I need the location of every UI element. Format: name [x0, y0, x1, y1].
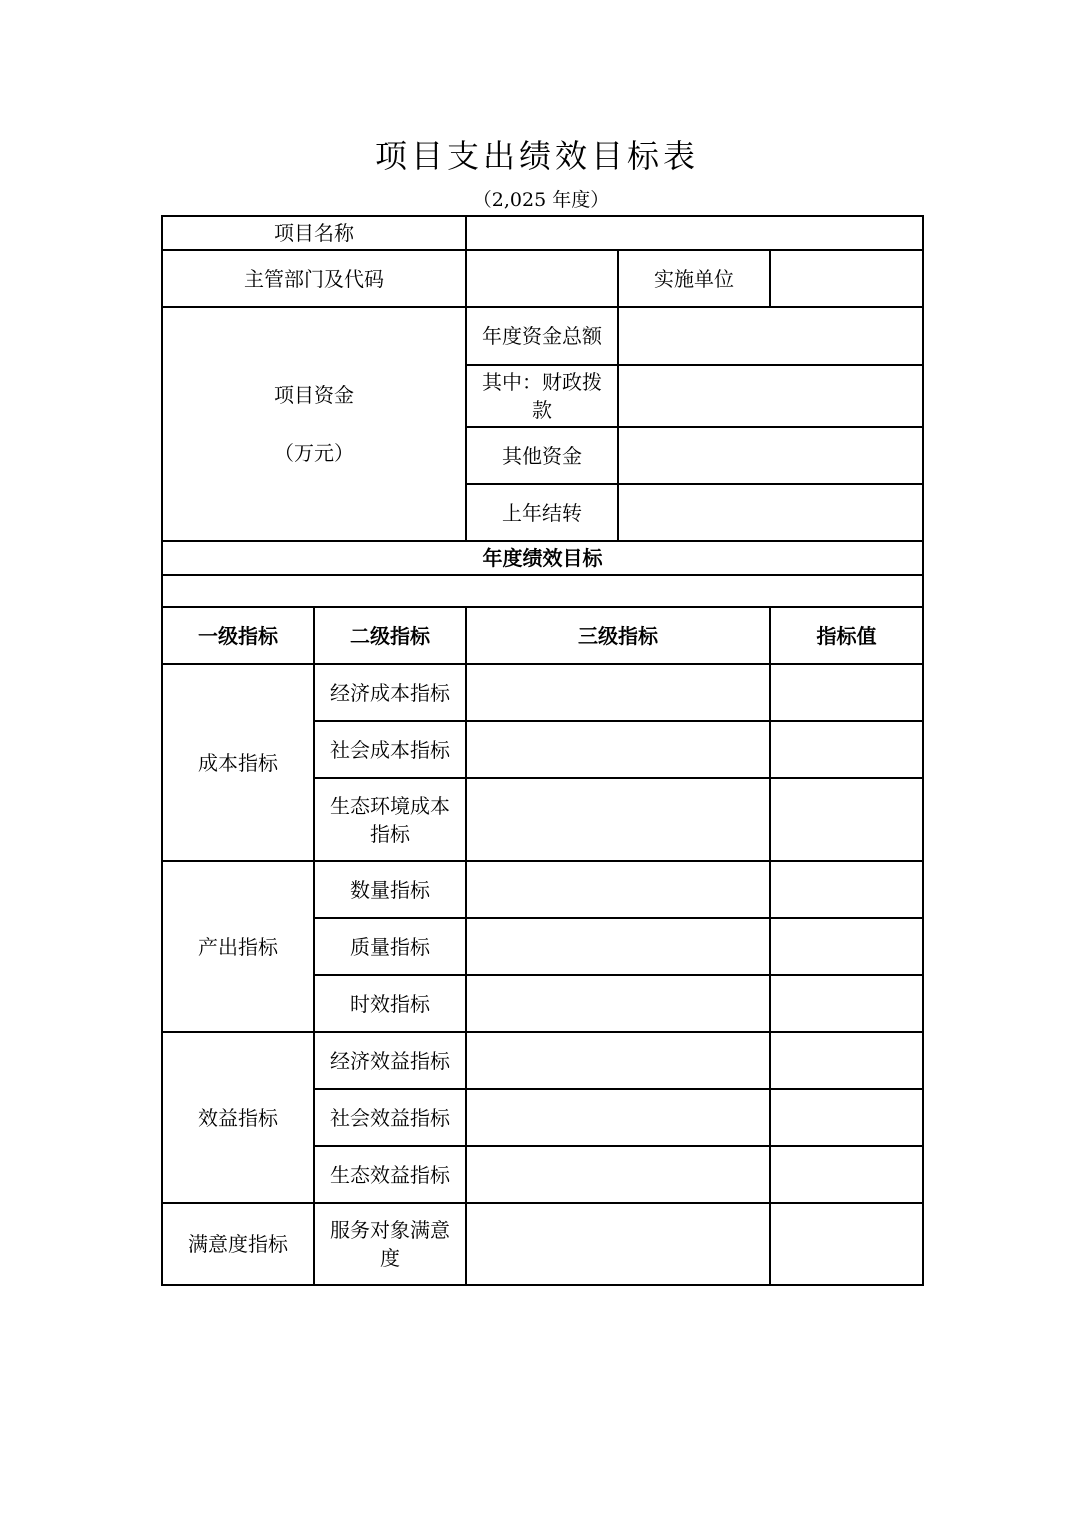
project-funds-unit: （万元） [274, 441, 354, 465]
level1-cell: 效益指标 [162, 1032, 314, 1203]
level3-cell[interactable] [466, 778, 770, 861]
page-title: 项目支出绩效目标表 [374, 137, 699, 175]
project-funds-label-cell [162, 307, 466, 541]
indicator-row [162, 664, 923, 721]
indicator-value-cell[interactable] [770, 918, 923, 975]
level3-cell[interactable] [466, 975, 770, 1032]
row-annual-goal-content [162, 575, 923, 607]
funds-row-label: 其中：财政拨款 [466, 365, 618, 427]
annual-goal-content[interactable] [162, 575, 923, 607]
indicator-value-cell[interactable] [770, 721, 923, 778]
level3-cell[interactable] [466, 664, 770, 721]
indicator-value-cell[interactable] [770, 861, 923, 918]
indicator-value-cell[interactable] [770, 1089, 923, 1146]
page-subtitle: （2,025 年度） [472, 189, 610, 211]
level2-cell: 社会效益指标 [314, 1089, 466, 1146]
level3-cell[interactable] [466, 721, 770, 778]
annual-goal-header: 年度绩效目标 [162, 541, 923, 575]
row-indicator-headers [162, 607, 923, 664]
funds-row-label: 上年结转 [466, 484, 618, 541]
level3-cell[interactable] [466, 918, 770, 975]
level3-cell[interactable] [466, 1089, 770, 1146]
level1-cell: 满意度指标 [162, 1203, 314, 1285]
level3-cell[interactable] [466, 861, 770, 918]
indicator-row [162, 861, 923, 918]
level2-cell: 生态环境成本指标 [314, 778, 466, 861]
project-funds-label: 项目资金 [274, 383, 354, 407]
header-level2: 二级指标 [314, 607, 466, 664]
indicator-value-cell[interactable] [770, 1146, 923, 1203]
project-name-value[interactable] [466, 216, 923, 250]
implementing-unit-label: 实施单位 [618, 250, 770, 307]
row-project-name [162, 216, 923, 250]
row-department [162, 250, 923, 307]
indicator-value-cell[interactable] [770, 975, 923, 1032]
header-level1: 一级指标 [162, 607, 314, 664]
header-value: 指标值 [770, 607, 923, 664]
funds-row-value[interactable] [618, 484, 923, 541]
funds-row-value[interactable] [618, 427, 923, 484]
indicator-value-cell[interactable] [770, 1032, 923, 1089]
funds-row-label: 其他资金 [466, 427, 618, 484]
funds-row-value[interactable] [618, 365, 923, 427]
level1-cell: 成本指标 [162, 664, 314, 861]
level2-cell: 数量指标 [314, 861, 466, 918]
level2-cell: 时效指标 [314, 975, 466, 1032]
level2-cell: 生态效益指标 [314, 1146, 466, 1203]
project-name-label: 项目名称 [162, 216, 466, 250]
department-label: 主管部门及代码 [162, 250, 466, 307]
level2-cell: 服务对象满意度 [314, 1203, 466, 1285]
implementing-unit-value[interactable] [770, 250, 923, 307]
level3-cell[interactable] [466, 1203, 770, 1285]
indicator-value-cell[interactable] [770, 778, 923, 861]
department-value[interactable] [466, 250, 618, 307]
indicator-value-cell[interactable] [770, 1203, 923, 1285]
level2-cell: 经济成本指标 [314, 664, 466, 721]
funds-row-label: 年度资金总额 [466, 307, 618, 365]
level3-cell[interactable] [466, 1146, 770, 1203]
row-funds-total [162, 307, 923, 365]
level2-cell: 质量指标 [314, 918, 466, 975]
indicator-value-cell[interactable] [770, 664, 923, 721]
row-annual-goal-header [162, 541, 923, 575]
performance-goal-table [161, 215, 924, 1286]
level2-cell: 社会成本指标 [314, 721, 466, 778]
funds-row-value[interactable] [618, 307, 923, 365]
level1-cell: 产出指标 [162, 861, 314, 1032]
level3-cell[interactable] [466, 1032, 770, 1089]
indicator-row [162, 1203, 923, 1285]
level2-cell: 经济效益指标 [314, 1032, 466, 1089]
header-level3: 三级指标 [466, 607, 770, 664]
indicator-row [162, 1032, 923, 1089]
